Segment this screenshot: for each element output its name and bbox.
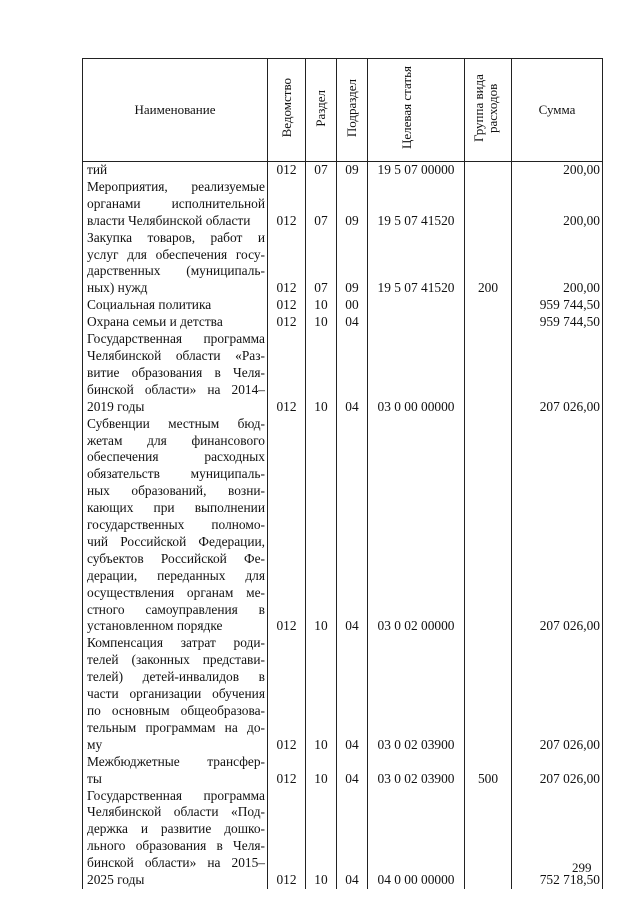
table-row bbox=[83, 788, 603, 889]
cell-target: 03 0 02 00000 bbox=[368, 416, 465, 636]
name-line: ных образований, возни- bbox=[87, 483, 265, 499]
name-line: Мероприятия, реализуемые bbox=[87, 178, 265, 194]
cell-podrazdel: 04 bbox=[337, 635, 368, 753]
header-target-label: Целевая статья bbox=[399, 66, 414, 150]
cell-group: 200 bbox=[465, 230, 512, 298]
header-razdel-label: Раздел bbox=[313, 89, 328, 127]
cell-group bbox=[465, 179, 512, 230]
header-vedomstvo-label: Ведомство bbox=[278, 78, 294, 138]
cell-vedomstvo: 012 bbox=[268, 297, 306, 314]
cell-podrazdel: 04 bbox=[337, 416, 368, 636]
table-row bbox=[83, 754, 603, 788]
cell-razdel: 07 bbox=[306, 230, 337, 298]
cell-razdel: 10 bbox=[306, 297, 337, 314]
table-row bbox=[83, 230, 603, 298]
cell-vedomstvo: 012 bbox=[268, 331, 306, 416]
cell-razdel: 10 bbox=[306, 635, 337, 753]
cell-podrazdel: 04 bbox=[337, 754, 368, 788]
page-number: 299 bbox=[572, 860, 592, 875]
name-line: обеспечения расходных bbox=[87, 449, 265, 465]
name-line: тельным программам на до- bbox=[87, 719, 265, 735]
name-line: витие образования в Челя- bbox=[87, 364, 265, 380]
cell-razdel: 10 bbox=[306, 788, 337, 889]
cell-vedomstvo: 012 bbox=[268, 314, 306, 331]
cell-vedomstvo: 012 bbox=[268, 754, 306, 788]
name-line: дарственных (муниципаль- bbox=[87, 263, 265, 279]
header-podrazdel bbox=[337, 59, 368, 162]
name-line: обязательств муниципаль- bbox=[87, 466, 265, 482]
name-line: Челябинской области «Под- bbox=[87, 804, 265, 820]
cell-vedomstvo: 012 bbox=[268, 162, 306, 179]
table-body bbox=[83, 162, 603, 889]
cell-sum: 959 744,50 bbox=[512, 297, 603, 314]
cell-vedomstvo: 012 bbox=[268, 179, 306, 230]
cell-name bbox=[83, 297, 268, 314]
cell-podrazdel: 09 bbox=[337, 230, 368, 298]
cell-group bbox=[465, 635, 512, 753]
cell-name bbox=[83, 314, 268, 331]
header-sum-label: Сумма bbox=[538, 102, 576, 117]
name-line: власти Челябинской области bbox=[87, 212, 251, 228]
name-line: 2019 годы bbox=[87, 398, 145, 414]
budget-table bbox=[82, 58, 603, 889]
name-line: части организации обучения bbox=[87, 686, 265, 702]
cell-razdel: 10 bbox=[306, 754, 337, 788]
cell-group bbox=[465, 297, 512, 314]
name-line: субъектов Российской Фе- bbox=[87, 550, 265, 566]
header-name bbox=[83, 59, 268, 162]
name-line: ных) нужд bbox=[87, 280, 148, 296]
cell-target: 03 0 02 03900 bbox=[368, 754, 465, 788]
cell-name bbox=[83, 635, 268, 753]
cell-sum: 200,00 bbox=[512, 179, 603, 230]
cell-razdel: 07 bbox=[306, 179, 337, 230]
header-name-label: Наименование bbox=[134, 102, 216, 117]
cell-razdel: 10 bbox=[306, 314, 337, 331]
cell-podrazdel: 04 bbox=[337, 331, 368, 416]
cell-sum: 959 744,50 bbox=[512, 314, 603, 331]
cell-name bbox=[83, 416, 268, 636]
header-target bbox=[368, 59, 465, 162]
cell-group bbox=[465, 788, 512, 889]
cell-razdel: 07 bbox=[306, 162, 337, 179]
cell-name bbox=[83, 162, 268, 179]
cell-group bbox=[465, 331, 512, 416]
cell-podrazdel: 09 bbox=[337, 179, 368, 230]
cell-vedomstvo: 012 bbox=[268, 788, 306, 889]
cell-podrazdel: 09 bbox=[337, 162, 368, 179]
cell-vedomstvo: 012 bbox=[268, 635, 306, 753]
name-line: кающих при выполнении bbox=[87, 500, 265, 516]
header-sum bbox=[512, 59, 603, 162]
header-group-label: Группа вида расходов bbox=[471, 74, 500, 142]
name-line: Социальная политика bbox=[87, 297, 212, 313]
cell-podrazdel: 04 bbox=[337, 788, 368, 889]
name-line: государственных полномо- bbox=[87, 517, 265, 533]
name-line: Государственная программа bbox=[87, 331, 265, 347]
table-row bbox=[83, 331, 603, 416]
header-podrazdel-label: Подраздел bbox=[344, 78, 359, 138]
cell-name bbox=[83, 179, 268, 230]
table-row bbox=[83, 314, 603, 331]
cell-sum: 207 026,00 bbox=[512, 635, 603, 753]
table-row bbox=[83, 179, 603, 230]
cell-group bbox=[465, 162, 512, 179]
name-line: Охрана семьи и детства bbox=[87, 314, 223, 330]
cell-podrazdel: 04 bbox=[337, 314, 368, 331]
table-header-row bbox=[83, 59, 603, 162]
name-line: ты bbox=[87, 770, 102, 786]
name-line: жетам для финансового bbox=[87, 432, 265, 448]
cell-vedomstvo: 012 bbox=[268, 416, 306, 636]
cell-vedomstvo: 012 bbox=[268, 230, 306, 298]
cell-target: 19 5 07 41520 bbox=[368, 179, 465, 230]
cell-name bbox=[83, 788, 268, 889]
name-line: 2025 годы bbox=[87, 872, 145, 888]
name-line: бинской области» на 2014– bbox=[87, 381, 265, 397]
name-line: Челябинской области «Раз- bbox=[87, 347, 265, 363]
name-line: Компенсация затрат роди- bbox=[87, 635, 265, 651]
name-line: бинской области» на 2015– bbox=[87, 855, 265, 871]
name-line: осуществления органам ме- bbox=[87, 584, 265, 600]
name-line: органами исполнительной bbox=[87, 195, 265, 211]
name-line: по основным общеобразова- bbox=[87, 703, 265, 718]
name-line: тий bbox=[87, 162, 108, 177]
name-line: Закупка товаров, работ и bbox=[87, 229, 265, 245]
name-line: чий Российской Федерации, bbox=[87, 533, 265, 549]
cell-target bbox=[368, 314, 465, 331]
cell-sum: 200,00 bbox=[512, 162, 603, 179]
header-group bbox=[465, 59, 512, 162]
header-vedomstvo bbox=[268, 59, 306, 162]
cell-razdel: 10 bbox=[306, 416, 337, 636]
table-row bbox=[83, 416, 603, 636]
name-line: дерации, переданных для bbox=[87, 567, 265, 583]
cell-name bbox=[83, 331, 268, 416]
name-line: стного самоуправления в bbox=[87, 601, 265, 617]
cell-target: 03 0 02 03900 bbox=[368, 635, 465, 753]
name-line: Субвенции местным бюд- bbox=[87, 415, 265, 431]
header-razdel bbox=[306, 59, 337, 162]
name-line: Межбюджетные трансфер- bbox=[87, 753, 265, 769]
cell-group bbox=[465, 416, 512, 636]
table-row bbox=[83, 635, 603, 753]
cell-group bbox=[465, 314, 512, 331]
cell-sum: 207 026,00 bbox=[512, 754, 603, 788]
cell-sum: 207 026,00 bbox=[512, 416, 603, 636]
cell-podrazdel: 00 bbox=[337, 297, 368, 314]
cell-razdel: 10 bbox=[306, 331, 337, 416]
cell-target: 19 5 07 41520 bbox=[368, 230, 465, 298]
name-line: Государственная программа bbox=[87, 787, 265, 803]
cell-target: 19 5 07 00000 bbox=[368, 162, 465, 179]
cell-sum: 207 026,00 bbox=[512, 331, 603, 416]
name-line: телей (законных представи- bbox=[87, 652, 265, 668]
name-line: телей) детей-инвалидов в bbox=[87, 669, 265, 685]
name-line: установленном порядке bbox=[87, 618, 223, 634]
cell-name bbox=[83, 754, 268, 788]
cell-target bbox=[368, 297, 465, 314]
cell-group: 500 bbox=[465, 754, 512, 788]
cell-target: 04 0 00 00000 bbox=[368, 788, 465, 889]
cell-name bbox=[83, 230, 268, 298]
name-line: держка и развитие дошко- bbox=[87, 821, 265, 837]
table-row bbox=[83, 162, 603, 179]
name-line: му bbox=[87, 736, 103, 752]
table-row bbox=[83, 297, 603, 314]
cell-sum: 200,00 bbox=[512, 230, 603, 298]
cell-sum: 752 718,50 bbox=[512, 788, 603, 889]
name-line: услуг для обеспечения госу- bbox=[87, 246, 265, 262]
name-line: льного образования в Челя- bbox=[87, 838, 265, 854]
cell-target: 03 0 00 00000 bbox=[368, 331, 465, 416]
